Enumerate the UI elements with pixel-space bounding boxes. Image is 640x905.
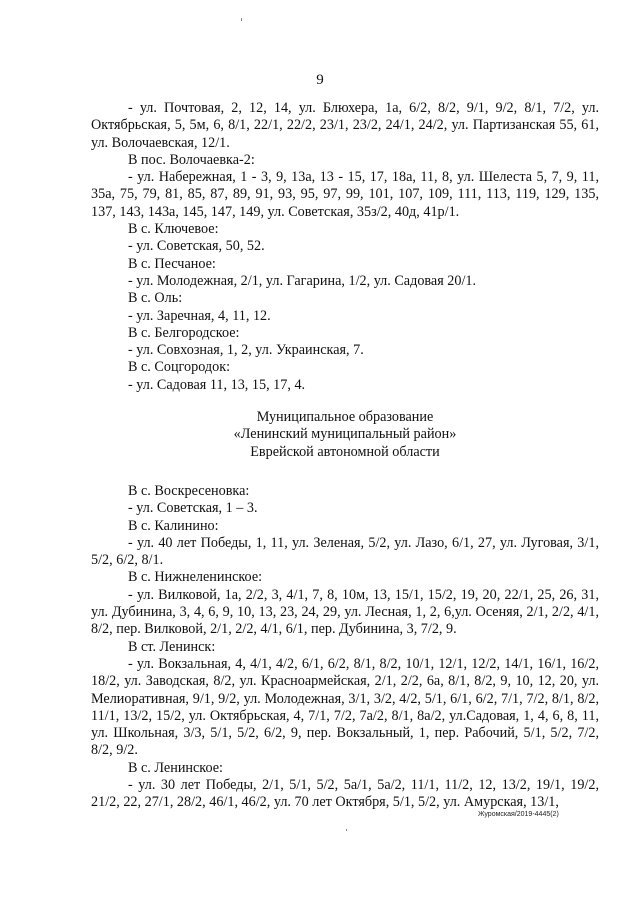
page-number: 9 — [316, 72, 324, 88]
paragraph: - ул. Советская, 1 – 3. — [128, 500, 258, 517]
paragraph: В с. Калинино: — [128, 517, 219, 534]
paragraph: В с. Песчаное: — [128, 255, 216, 272]
paragraph: В ст. Ленинск: — [128, 638, 216, 655]
paragraph: В с. Ключевое: — [128, 221, 219, 238]
heading-line: «Ленинский муниципальный район» — [233, 426, 457, 443]
paragraph: - ул. 40 лет Победы, 1, 11, ул. Зеленая, 5/2, ул. Лазо, 6/1, 27, ул. Луговая, 3/1, 5/2, 6/2, 8/1. — [91, 534, 599, 569]
paragraph: - ул. Вилковой, 1а, 2/2, 3, 4/1, 7, 8, 10м, 13, 15/1, 15/2, 19, 20, 22/1, 25, 26, 31, ул. Дубинина, 3, 4, 6, 9, 10, 13, 23, 24, 29, ул. Лесная, 1, 2, 6,ул. Осеняя, 2/1, 2/2, 4/1, 8/2, пер. Вилковой, 2/1, 2/2, 4/1, 6/1, пер. Дубинина, 3, 7/2, 9. — [91, 586, 599, 638]
scan-speck — [241, 18, 242, 21]
paragraph: В пос. Волочаевка-2: — [128, 151, 255, 168]
paragraph: - ул. Совхозная, 1, 2, ул. Украинская, 7. — [128, 342, 364, 359]
document-body — [91, 100, 599, 812]
heading-line: Муниципальное образование — [256, 409, 434, 426]
paragraph: В с. Нижнеленинское: — [128, 569, 263, 586]
paragraph: В с. Ленинское: — [128, 759, 223, 776]
paragraph: - ул. Вокзальная, 4, 4/1, 4/2, 6/1, 6/2, 8/1, 8/2, 10/1, 12/1, 12/2, 14/1, 16/1, 16/2, 18/2, ул. Заводская, 8/2, ул. Красноармейская, 2/1, 2/2, 6а, 8/1, 8/2, 9, 10, 12, 20, ул. Мелиоративная, 9/1, 9/2, ул. Молодежная, 3/1, 3/2, 4/2, 5/1, 6/1, 6/2, 7/1, 7/2, 8/1, 8/2, 11/1, 13/2, 15/2, ул. Октябрьская, 4, 7/1, 7/2, 7а/2, 8/1, 8а/2, ул.Садовая, 1, 4, 6, 8, 11, ул. Школьная, 3/3, 5/1, 5/2, 6/2, 9, пер. Вокзальный, 1, пер. Рабочий, 5/1, 5/2, 7/2, 8/2, 9/2. — [91, 655, 599, 759]
document-code: Журомская/2019-4445(2) — [478, 811, 559, 818]
paragraph: В с. Соцгородок: — [128, 359, 231, 376]
paragraph: В с. Воскресеновка: — [128, 482, 250, 499]
paragraph: - ул. 30 лет Победы, 2/1, 5/1, 5/2, 5а/1, 5а/2, 11/1, 11/2, 12, 13/2, 19/1, 19/2, 21/2, 22, 27/1, 28/2, 46/1, 46/2, ул. 70 лет Октября, 5/1, 5/2, ул. Амурская, 13/1, — [91, 776, 599, 811]
paragraph: В с. Белгородское: — [128, 324, 240, 341]
heading-line: Еврейской автономной области — [250, 443, 440, 460]
paragraph: - ул. Советская, 50, 52. — [128, 238, 265, 255]
paragraph: - ул. Садовая 11, 13, 15, 17, 4. — [128, 376, 306, 393]
paragraph: - ул. Набережная, 1 - 3, 9, 13а, 13 - 15, 17, 18а, 11, 8, ул. Шелеста 5, 7, 9, 11, 35а, 75, 79, 81, 85, 87, 89, 91, 93, 95, 97, 99, 101, 107, 109, 111, 113, 119, 129, 135, 137, 143, 143а, 145, 147, 149, ул. Советская, 35з/2, 40д, 41р/1. — [91, 169, 599, 220]
section-heading — [91, 409, 599, 461]
paragraph: В с. Оль: — [128, 290, 183, 307]
paragraph: - ул. Молодежная, 2/1, ул. Гагарина, 1/2, ул. Садовая 20/1. — [128, 272, 477, 289]
paragraph: - ул. Почтовая, 2, 12, 14, ул. Блюхера, 1а, 6/2, 8/2, 9/1, 9/2, 8/1, 7/2, ул. Октябрьская, 5, 5м, 6, 8/1, 22/1, 22/2, 23/1, 23/2, 24/1, 24/2, ул. Партизанская 55, 61, ул. Волочаевская, 12/1. — [91, 100, 599, 151]
scan-speck — [346, 829, 347, 831]
paragraph: - ул. Заречная, 4, 11, 12. — [128, 307, 271, 324]
